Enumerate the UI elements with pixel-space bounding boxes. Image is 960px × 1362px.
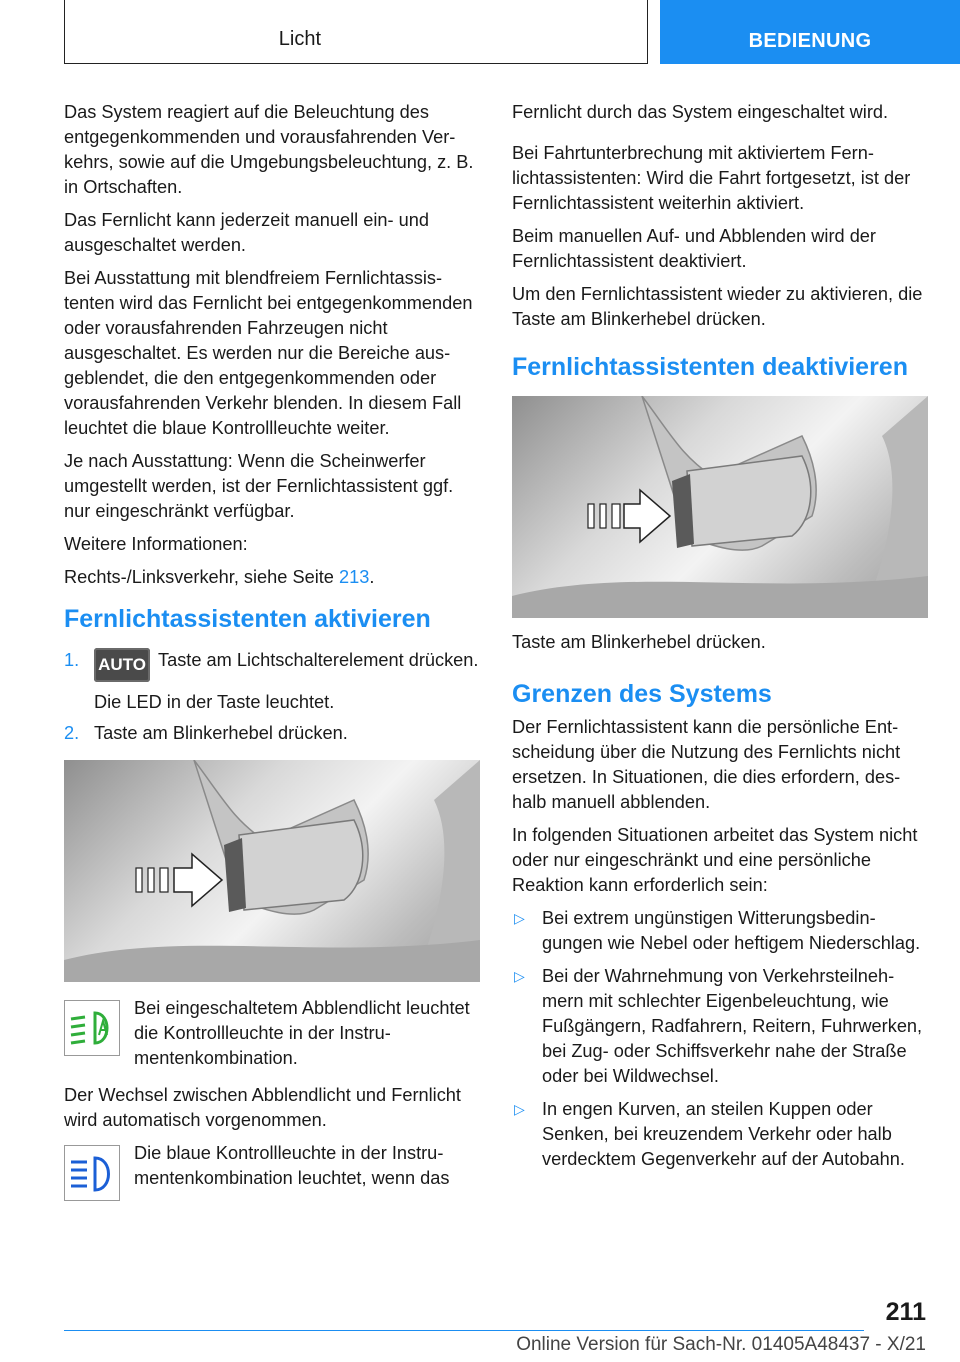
bullet-triangle-icon: ▷ (514, 910, 525, 926)
section-heading-activate: Fernlichtassistenten aktivieren (64, 605, 431, 633)
section-heading-limits: Grenzen des Systems (512, 680, 772, 708)
cross-reference-text: Rechts-/Linksverkehr, siehe Seite (64, 567, 339, 587)
step-item (64, 648, 480, 715)
image-caption: Taste am Blinkerhebel drücken. (512, 632, 766, 652)
indicator-note-text: Die blaue Kontrollleuchte in der Instrumentenkombination leuchtet, wenn das (134, 1143, 450, 1188)
paragraph: Beim manuellen Auf- und Abblenden wird der Fernlichtassistent deaktiviert. (512, 226, 876, 271)
step-list (64, 648, 480, 746)
turn-signal-lever-photo (64, 760, 480, 982)
paragraph: Fernlicht durch das System eingeschaltet wird. (512, 102, 889, 122)
header-chapter-tab[interactable]: BEDIENUNG (660, 0, 960, 64)
auto-button-icon: AUTO (94, 648, 150, 682)
list-item-text: Bei der Wahrnehmung von Verkehrsteilnehmern mit schlechter Eigenbeleuchtung, wie Fußgängern, Radfahrern, Reitern, Fuhrwerken, bei Zug- oder Schiffsverkehr nahe der Straße oder bei Wildwechsel. (542, 966, 923, 1086)
list-item (512, 1097, 928, 1172)
list-item (512, 906, 928, 956)
turn-signal-lever-photo (512, 396, 928, 618)
arrow-icon (136, 854, 222, 906)
footer-version-text: Online Version für Sach-Nr. 01405A48437 - X/21 (516, 1334, 926, 1355)
step-text: Taste am Lichtschalterelement drücken. (158, 650, 479, 670)
step-text: Taste am Blinkerhebel drücken. (94, 723, 348, 743)
arrow-icon (588, 490, 670, 542)
step-number: 2. (64, 723, 80, 743)
indicator-note-high-beam (64, 1141, 480, 1203)
footer-divider (64, 1330, 864, 1331)
paragraph: In folgenden Situationen arbeitet das System nicht oder nur eingeschränkt und eine persönliche Reaktion kann erforderlich sein: (512, 825, 918, 895)
indicator-note-text: Bei eingeschaltetem Abblendlicht leuchtet die Kontrollleuchte in der Instrumentenkombination. (134, 998, 470, 1068)
header-box (64, 0, 648, 64)
list-item-text: Bei extrem ungünstigen Witterungsbedingungen wie Nebel oder heftigem Niederschlag. (542, 908, 921, 953)
lever-illustration (64, 760, 480, 982)
header-section-title: Licht (278, 28, 321, 50)
high-beam-indicator-icon (64, 1145, 120, 1201)
left-column (64, 100, 480, 1215)
limitation-list (512, 906, 928, 1172)
bullet-triangle-icon: ▷ (514, 968, 525, 984)
paragraph: Bei Fahrtunterbrechung mit aktiviertem Fernlichtassistenten: Wird die Fahrt fortgesetzt, ist der Fernlichtassistent weiterhin aktiviert. (512, 143, 911, 213)
indicator-note-low-beam (64, 996, 480, 1071)
list-item-text: In engen Kurven, an steilen Kuppen oder Senken, bei kreuzendem Verkehr oder halb verdecktem Gegenverkehr auf der Autobahn. (542, 1099, 905, 1169)
low-beam-indicator-icon (64, 1000, 120, 1056)
paragraph: Das System reagiert auf die Beleuchtung des entgegenkommenden und vorausfahrenden Verkehrs, sowie auf die Umgebungsbeleuchtung, z. B. in Ortschaften. (64, 102, 474, 197)
paragraph: Weitere Informationen: (64, 534, 248, 554)
paragraph: Der Fernlichtassistent kann die persönliche Entscheidung über die Nutzung des Fernlichts nicht ersetzen. In Situationen, die dies erfordern, deshalb manuell abblenden. (512, 717, 901, 812)
page-number: 211 (885, 1298, 926, 1326)
cross-reference-end: . (369, 567, 375, 587)
right-column (512, 100, 928, 1180)
paragraph: Um den Fernlichtassistent wieder zu aktivieren, die Taste am Blinkerhebel drücken. (512, 284, 923, 329)
section-heading-deactivate: Fernlichtassistenten deaktivieren (512, 353, 908, 381)
page-link[interactable]: 213 (338, 567, 370, 587)
paragraph: Der Wechsel zwischen Abblendlicht und Fernlicht wird automatisch vorgenommen. (64, 1085, 461, 1130)
paragraph: Bei Ausstattung mit blendfreiem Fernlichtassistenten wird das Fernlicht bei entgegenkommenden oder vorausfahrenden Fahrzeugen nicht ausgeschaltet. Es werden nur die Bereiche ausgeblendet, die den entgegenkommenden oder vorausfahrenden Verkehr blenden. In diesem Fall leuchtet die blaue Kontrollleuchte weiter. (64, 268, 473, 438)
step-number: 1. (64, 650, 80, 670)
paragraph: Das Fernlicht kann jederzeit manuell ein- und ausgeschaltet werden. (64, 210, 429, 255)
cross-reference (64, 565, 480, 590)
list-item (512, 964, 928, 1089)
step-subtext: Die LED in der Taste leuchtet. (94, 692, 335, 712)
paragraph: Je nach Ausstattung: Wenn die Scheinwerfer umgestellt werden, ist der Fernlichtassistent ggf. nur eingeschränkt verfügbar. (64, 451, 454, 521)
bullet-triangle-icon: ▷ (514, 1101, 525, 1117)
step-item (64, 721, 480, 746)
lever-illustration (512, 396, 928, 618)
